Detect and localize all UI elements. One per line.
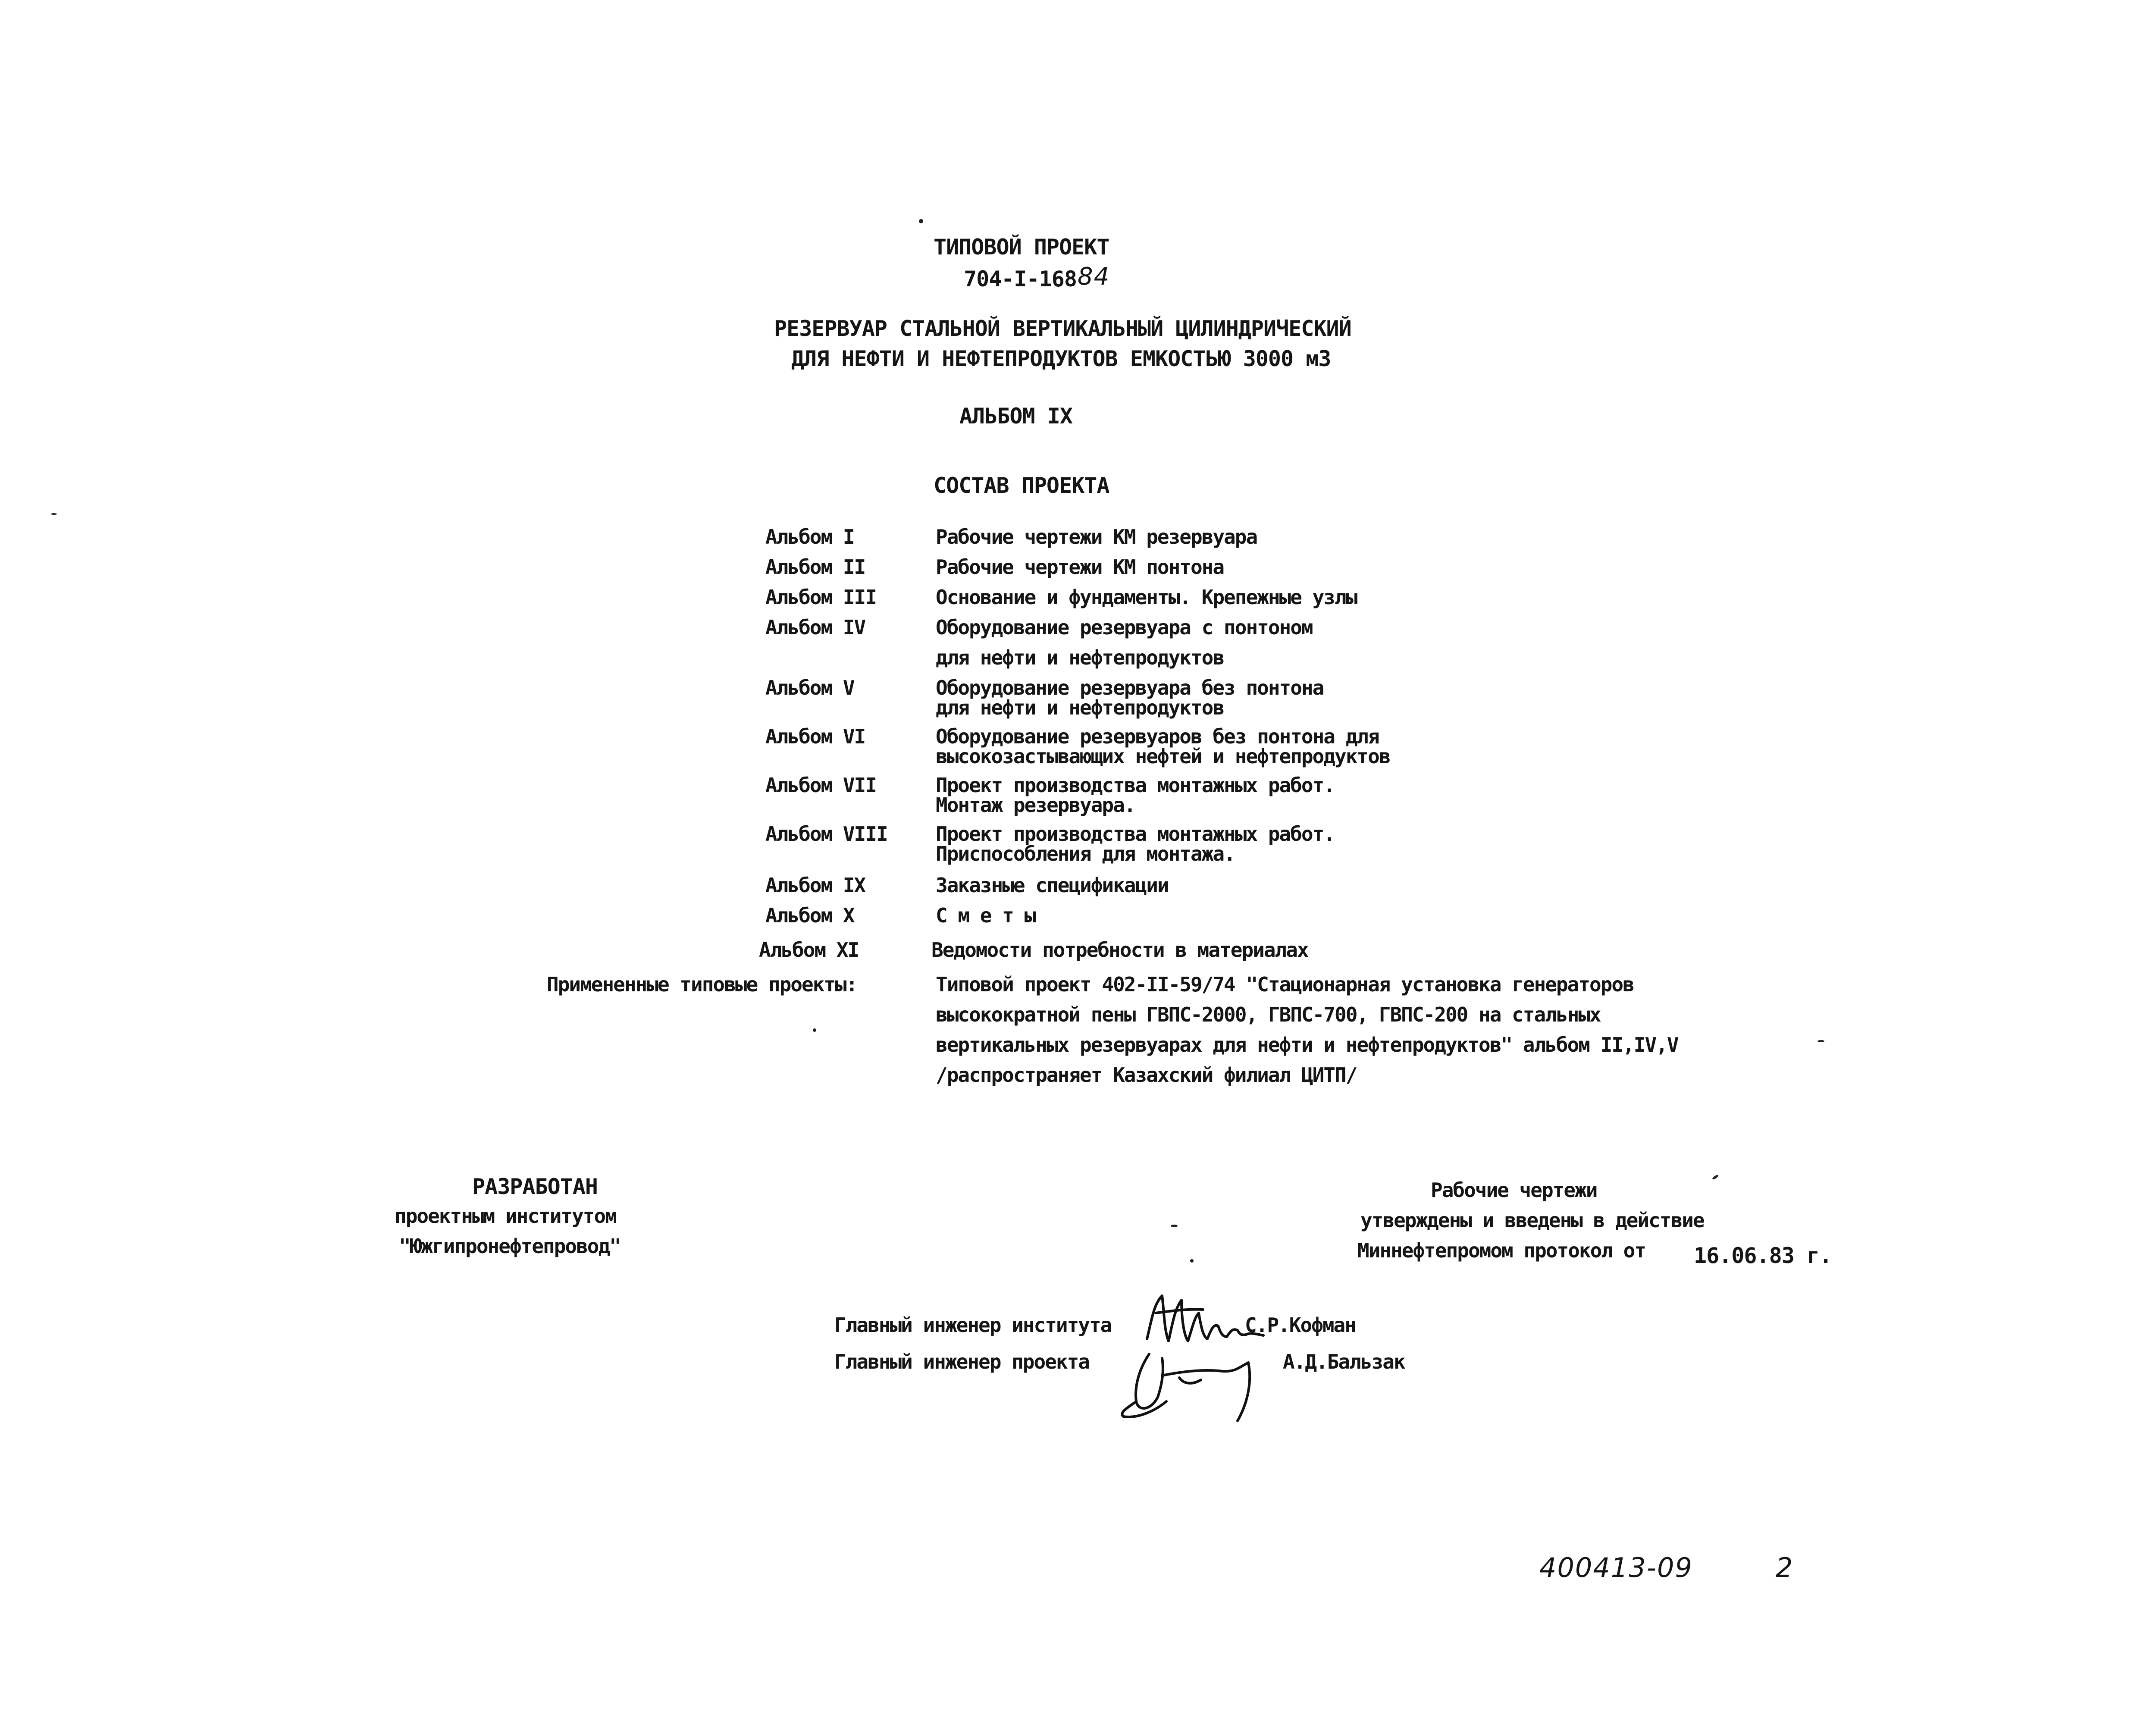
document-code: 400413-09 bbox=[1539, 1552, 1693, 1583]
album-desc: Оборудование резервуара без понтона bbox=[936, 676, 1324, 699]
album-desc: Оборудование резервуаров без понтона для bbox=[936, 725, 1379, 748]
approval-line: Рабочие чертежи bbox=[1431, 1178, 1597, 1202]
ink-speck bbox=[1171, 1225, 1178, 1227]
album-desc: Рабочие чертежи КМ понтона bbox=[936, 555, 1224, 579]
album-heading: АЛЬБОМ IX bbox=[959, 404, 1072, 429]
signature-balzak bbox=[1110, 1337, 1291, 1423]
subject-line-2: ДЛЯ НЕФТИ И НЕФТЕПРОДУКТОВ ЕМКОСТЬЮ 3000 м3 bbox=[791, 346, 1331, 371]
applied-project-line: вертикальных резервуарах для нефти и нефтепродуктов" альбом II,IV,V bbox=[936, 1033, 1678, 1056]
developed-heading: РАЗРАБОТАН bbox=[472, 1174, 598, 1199]
album-desc: для нефти и нефтепродуктов bbox=[936, 646, 1224, 669]
album-desc: Проект производства монтажных работ. bbox=[936, 822, 1335, 846]
album-label: Альбом X bbox=[765, 904, 854, 927]
applied-project-line: высокократной пены ГВПС-2000, ГВПС-700, ГВПС-200 на стальных bbox=[936, 1003, 1601, 1026]
applied-projects-label: Примененные типовые проекты: bbox=[547, 973, 857, 996]
project-number-suffix: 84 bbox=[1077, 263, 1110, 291]
album-desc: Ведомости потребности в материалах bbox=[931, 938, 1308, 962]
developed-institute: "Южгипронефтепровод" bbox=[399, 1235, 620, 1258]
ink-speck bbox=[1712, 1174, 1719, 1180]
approval-line: Миннефтепромом протокол от bbox=[1357, 1239, 1646, 1262]
album-label: Альбом IX bbox=[765, 874, 865, 897]
project-type: ТИПОВОЙ ПРОЕКТ bbox=[934, 235, 1109, 260]
album-label: Альбом IV bbox=[765, 616, 865, 639]
page-number: 2 bbox=[1776, 1552, 1794, 1583]
album-desc: Приспособления для монтажа. bbox=[936, 842, 1235, 865]
ink-speck bbox=[51, 513, 57, 515]
album-desc: Рабочие чертежи КМ резервуара bbox=[936, 525, 1257, 548]
album-label: Альбом III bbox=[765, 586, 876, 609]
approval-line: утверждены и введены в действие bbox=[1360, 1209, 1704, 1232]
composition-heading: СОСТАВ ПРОЕКТА bbox=[934, 473, 1109, 498]
album-desc: для нефти и нефтепродуктов bbox=[936, 696, 1224, 719]
approval-date: 16.06.83 г. bbox=[1694, 1243, 1832, 1268]
album-desc: Основание и фундаменты. Крепежные узлы bbox=[936, 586, 1357, 609]
signature-role: Главный инженер проекта bbox=[834, 1350, 1089, 1373]
signatory-name: С.Р.Кофман bbox=[1245, 1313, 1356, 1337]
album-label: Альбом VII bbox=[765, 774, 876, 797]
album-label: Альбом V bbox=[765, 676, 854, 699]
album-label: Альбом I bbox=[765, 525, 854, 548]
signature-role: Главный инженер института bbox=[834, 1313, 1112, 1337]
ink-speck bbox=[1190, 1259, 1194, 1263]
applied-project-line: /распространяет Казахский филиал ЦИТП/ bbox=[936, 1063, 1357, 1087]
album-label: Альбом VI bbox=[765, 725, 865, 748]
album-desc: Заказные спецификации bbox=[936, 874, 1169, 897]
ink-speck bbox=[813, 1028, 816, 1032]
applied-project-line: Типовой проект 402-II-59/74 "Стационарная установка генераторов bbox=[936, 973, 1634, 996]
ink-speck bbox=[919, 219, 923, 223]
project-number-line bbox=[964, 263, 1110, 291]
album-desc: Проект производства монтажных работ. bbox=[936, 774, 1335, 797]
album-desc: высокозастывающих нефтей и нефтепродуктов bbox=[936, 745, 1390, 768]
album-desc: С м е т ы bbox=[936, 904, 1036, 927]
ink-speck bbox=[1818, 1040, 1824, 1042]
album-label: Альбом VIII bbox=[765, 822, 887, 846]
album-label: Альбом XI bbox=[759, 938, 859, 962]
album-label: Альбом II bbox=[765, 555, 865, 579]
subject-line-1: РЕЗЕРВУАР СТАЛЬНОЙ ВЕРТИКАЛЬНЫЙ ЦИЛИНДРИЧЕСКИЙ bbox=[774, 316, 1351, 341]
album-desc: Оборудование резервуара с понтоном bbox=[936, 616, 1313, 639]
album-desc: Монтаж резервуара. bbox=[936, 793, 1135, 817]
signatory-name: А.Д.Бальзак bbox=[1283, 1350, 1405, 1373]
developed-line: проектным институтом bbox=[395, 1204, 616, 1228]
project-number: 704-I-168 bbox=[964, 266, 1077, 291]
